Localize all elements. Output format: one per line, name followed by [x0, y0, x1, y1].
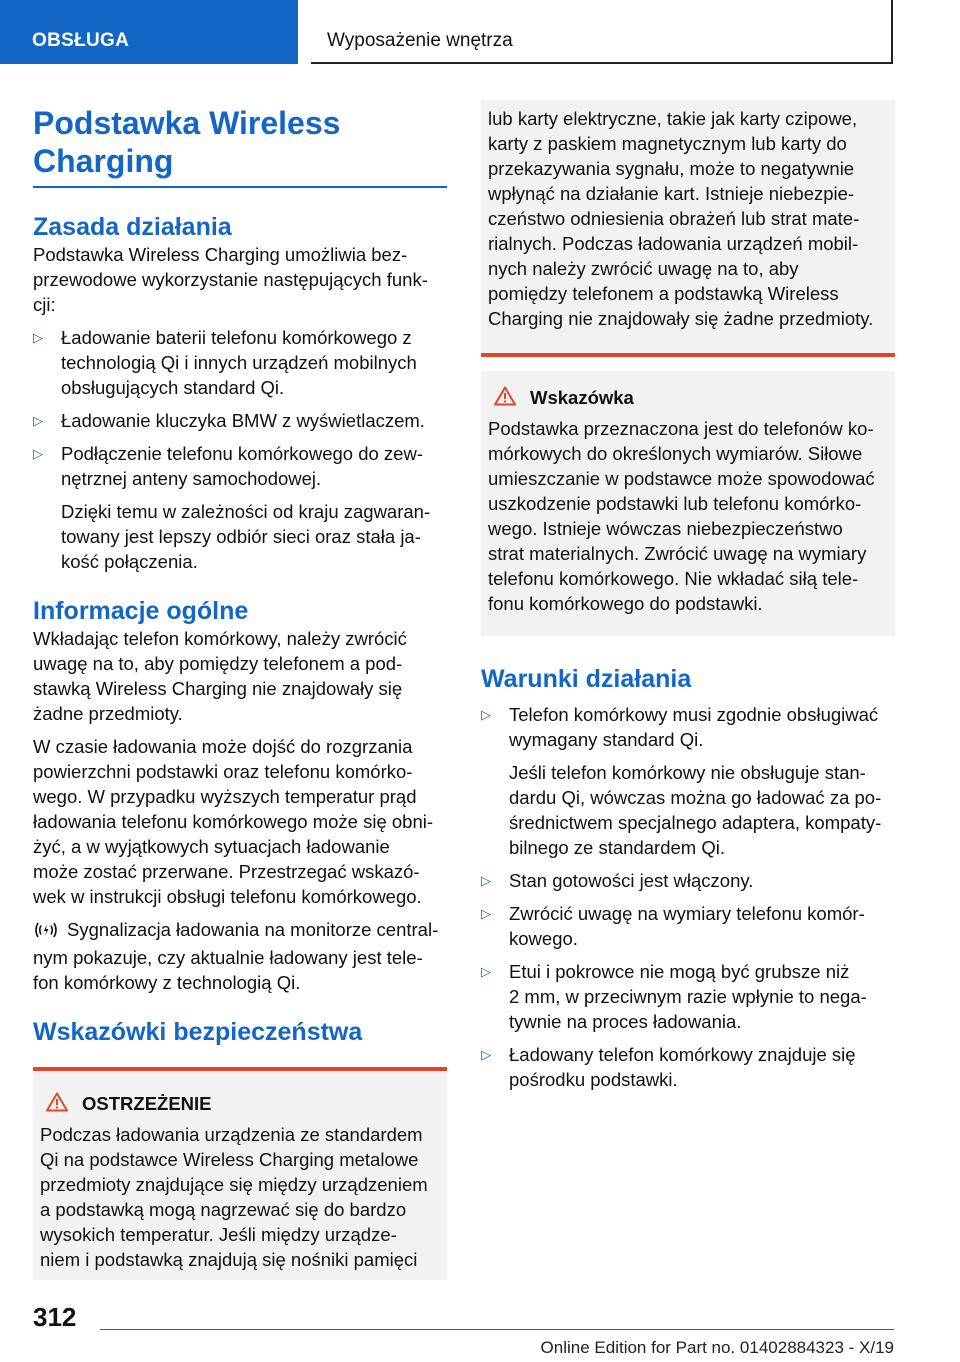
- informacje-p2: W czasie ładowania może dojść do rozgrzania powierzchni podstawki oraz telefonu komórko- wego. W przypadku wyższych temperatur prąd ładowania telefonu komórkowego może się obni- żyć, a w wyjątkowych sytuacjach ładowanie może zostać przerwane. Przestrzegać wskazó- wek w instrukcji obsługi telefonu komórkowego.: [33, 736, 434, 907]
- bullet-triangle-icon: ▷: [33, 446, 43, 461]
- zasada-list: [33, 325, 447, 574]
- list-item-note: Dzięki temu w zależności od kraju zagwaran- towany jest lepszy odbiór sieci oraz stała ja- kość połączenia.: [61, 501, 431, 572]
- warning-triangle-icon: [46, 1092, 68, 1118]
- heading-informacje: Informacje ogólne: [33, 597, 249, 625]
- list-item: ▷ Telefon komórkowy musi zgodnie obsługiwać wymagany standard Qi. Jeśli telefon komórkowy nie obsługuje stan- dardu Qi, wówczas można go ładować za po- średnictwem specjalnego adaptera, kompaty- bilnego ze standardem Qi.: [481, 702, 895, 860]
- warning-bottom-bar: [481, 353, 895, 357]
- chapter-tab: [311, 0, 893, 64]
- page-number: 312: [33, 1302, 77, 1332]
- heading-warunki: Warunki działania: [481, 665, 692, 694]
- zasada-intro: Podstawka Wireless Charging umożliwia bez- przewodowe wykorzystanie następujących funk- cji:: [33, 244, 428, 315]
- heading-bezpieczenstwo: Wskazówki bezpieczeństwa: [33, 1018, 363, 1046]
- page-title: Podstawka Wireless Charging: [33, 105, 341, 179]
- section-label: OBSŁUGA: [32, 30, 130, 51]
- warning-text-continued: lub karty elektryczne, takie jak karty czipowe, karty z paskiem magnetycznym lub karty do przekazywania sygnału, może to negatywnie wpłynąć na działanie kart. Istnieje niebezpie- czeństwo odniesienia obrażeń lub strat mate- rialnych. Podczas ładowania urządzeń mobil- nych należy zwrócić uwagę na to, aby pomiędzy telefonem a podstawką Wireless Charging nie znajdowały się żadne przedmioty.: [488, 108, 874, 329]
- note-text: Podstawka przeznaczona jest do telefonów ko- mórkowych do określonych wymiarów. Siłowe umieszczanie w podstawce może spowodować uszkodzenie podstawki lub telefonu komórko- wego. Istnieje wówczas niebezpieczeństwo strat materialnych. Zwrócić uwagę na wymiary telefonu komórkowego. Nie wkładać siłą tele- fonu komórkowego do podstawki.: [488, 418, 875, 615]
- warning-box: [33, 1071, 447, 1280]
- informacje-p1: Wkładając telefon komórkowy, należy zwrócić uwagę na to, aby pomiędzy telefonem a pod- stawką Wireless Charging nie znajdowały się żadne przedmioty.: [33, 628, 407, 724]
- bullet-triangle-icon: ▷: [481, 906, 491, 922]
- note-box: [481, 371, 895, 636]
- list-item: ▷ Podłączenie telefonu komórkowego do zew- nętrznej anteny samochodowej. Dzięki temu w zależności od kraju zagwaran- towany jest lepszy odbiór sieci oraz stała ja- kość połączenia.: [33, 441, 447, 574]
- list-item: ▷ Zwrócić uwagę na wymiary telefonu komór- kowego.: [481, 903, 865, 950]
- wireless-charging-icon: [33, 920, 59, 945]
- list-item: ▷ Stan gotowości jest włączony.: [481, 870, 754, 892]
- warning-text: Podczas ładowania urządzenia ze standardem Qi na podstawce Wireless Charging metalowe przedmioty znajdujące się między urządzeniem a podstawką mogą nagrzewać się do bardzo wysokich temperatur. Jeśli między urządze- niem i podstawką znajdują się nośniki pamięci: [40, 1124, 428, 1271]
- footer-edition: Online Edition for Part no. 01402884323 - X/19: [540, 1338, 894, 1357]
- list-item-note: Jeśli telefon komórkowy nie obsługuje stan- dardu Qi, wówczas można go ładować za po- średnictwem specjalnego adaptera, kompaty- bilnego ze standardem Qi.: [509, 762, 882, 859]
- warunki-list: [481, 702, 895, 1092]
- left-column: [33, 104, 447, 1280]
- list-item: ▷ Etui i pokrowce nie mogą być grubsze niż 2 mm, w przeciwnym razie wpłynie to nega- tywnie na proces ładowania.: [481, 961, 867, 1033]
- bullet-triangle-icon: ▷: [481, 707, 491, 723]
- list-item: ▷ Ładowany telefon komórkowy znajduje się pośrodku podstawki.: [481, 1044, 856, 1091]
- title-rule: [33, 186, 447, 188]
- chapter-label: Wyposażenie wnętrza: [327, 30, 513, 51]
- footer-rule: [100, 1329, 894, 1330]
- list-item: ▷ Ładowanie kluczyka BMW z wyświetlaczem.: [33, 410, 425, 431]
- warning-box-continued: [481, 100, 895, 353]
- right-column: [481, 100, 895, 1092]
- informacje-p3: Sygnalizacja ładowania na monitorze central- nym pokazuje, czy aktualnie ładowany jest tele- fon komórkowy z technologią Qi.: [33, 919, 439, 993]
- note-title: Wskazówka: [530, 387, 634, 408]
- bullet-triangle-icon: ▷: [33, 330, 43, 345]
- bullet-triangle-icon: ▷: [481, 964, 491, 980]
- heading-zasada: Zasada działania: [33, 213, 232, 241]
- bullet-triangle-icon: ▷: [481, 1047, 491, 1063]
- list-item: ▷ Ładowanie baterii telefonu komórkowego z technologią Qi i innych urządzeń mobilnych obsługujących standard Qi.: [33, 327, 417, 398]
- bullet-triangle-icon: ▷: [33, 413, 43, 428]
- warning-title: OSTRZEŻENIE: [82, 1093, 212, 1114]
- bullet-triangle-icon: ▷: [481, 873, 491, 889]
- warning-triangle-icon: [494, 386, 516, 412]
- section-tab: [0, 0, 298, 64]
